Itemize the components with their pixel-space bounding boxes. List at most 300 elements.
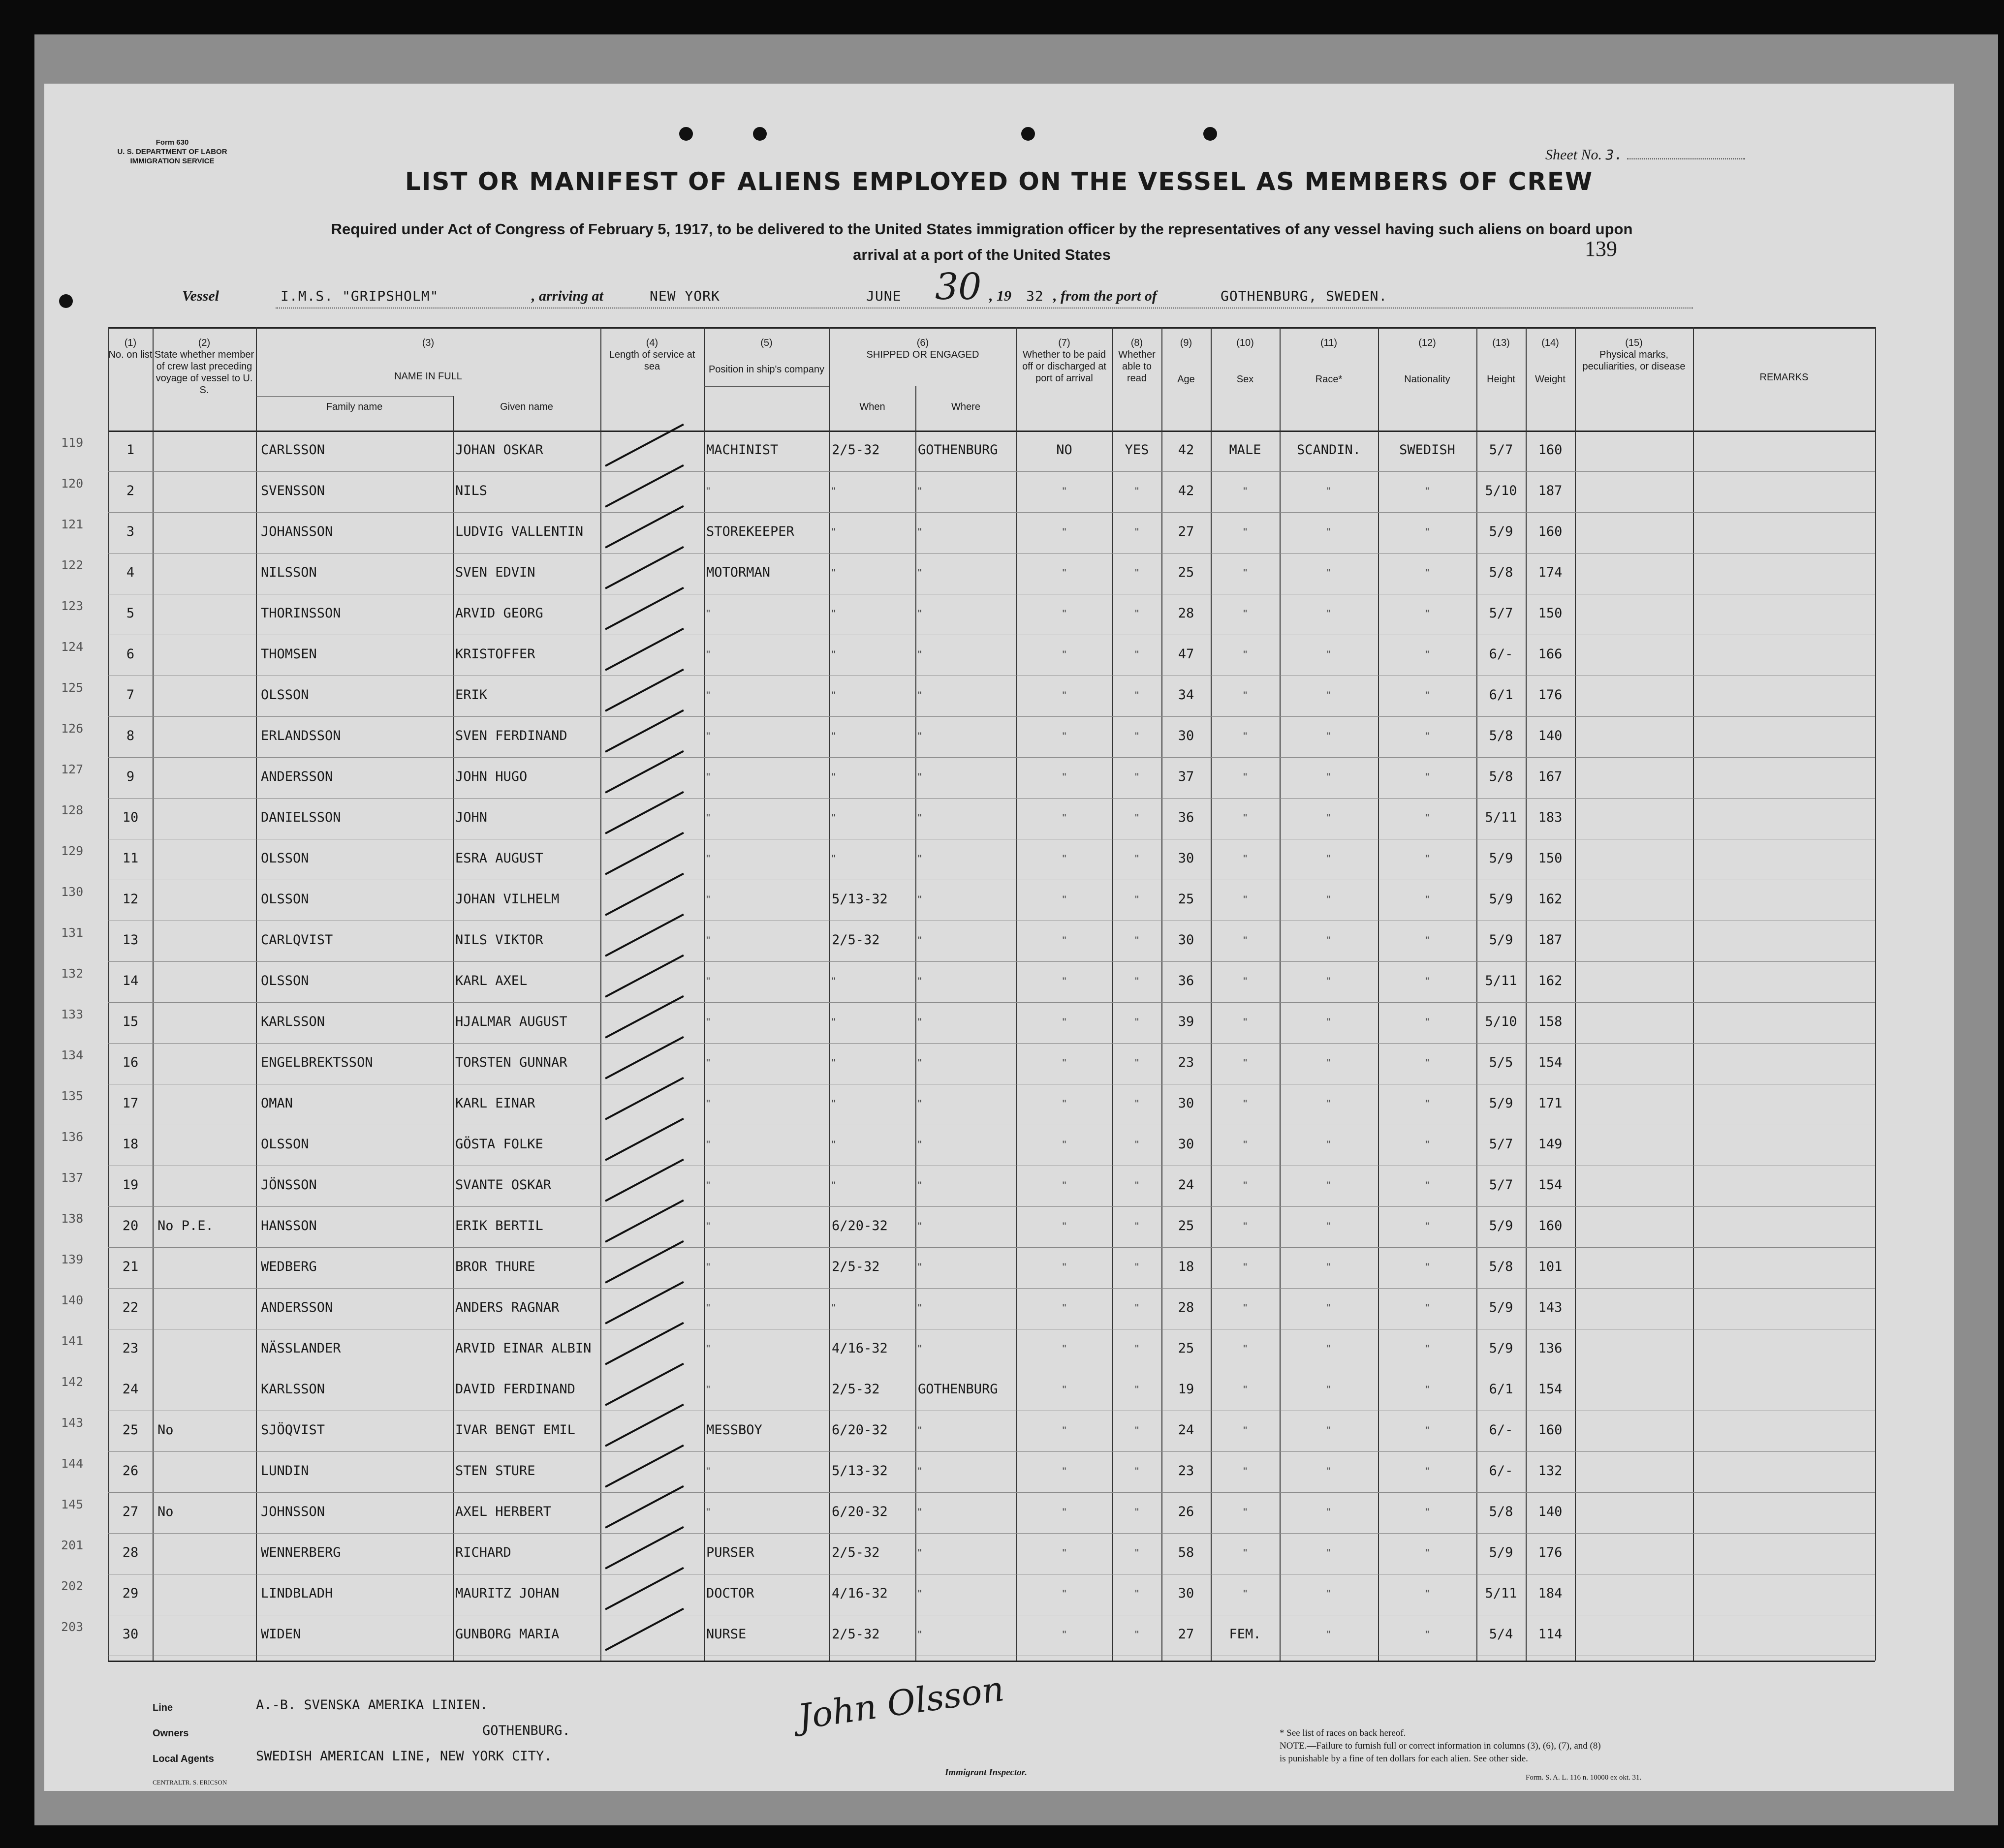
col-read-header: (8) Whether able to read [1118, 338, 1156, 384]
weight: 140 [1538, 728, 1563, 743]
ditto-mark: " [1425, 853, 1429, 865]
family-name: OLSSON [261, 973, 309, 988]
family-name: OLSSON [261, 1137, 309, 1152]
ditto-mark: " [1062, 812, 1066, 824]
given-name: RICHARD [455, 1545, 511, 1560]
margin-number: 138 [61, 1211, 84, 1226]
age: 42 [1178, 442, 1194, 458]
row-number: 12 [122, 892, 139, 907]
family-name: THORINSSON [261, 606, 341, 621]
ditto-mark: " [1062, 1261, 1066, 1273]
row-number: 18 [122, 1137, 139, 1152]
row-number: 20 [122, 1218, 139, 1233]
height: 5/8 [1489, 1259, 1513, 1274]
family-name: ENGELBREKTSSON [261, 1055, 373, 1070]
age: 36 [1178, 810, 1194, 825]
weight: 158 [1538, 1014, 1563, 1029]
ditto-mark: " [1425, 608, 1429, 620]
age: 27 [1178, 1627, 1194, 1642]
given-name: ERIK BERTIL [455, 1218, 543, 1233]
row-number: 8 [126, 728, 135, 743]
service-check-mark [605, 1159, 684, 1202]
ditto-mark: " [1243, 975, 1247, 987]
row-divider [108, 961, 1875, 962]
weight: 154 [1538, 1382, 1563, 1397]
ditto-mark: " [706, 648, 710, 661]
ditto-mark: " [832, 567, 836, 579]
ditto-mark: " [1243, 893, 1247, 906]
ditto-mark: " [1135, 1179, 1139, 1192]
ditto-mark: " [1327, 1465, 1331, 1478]
service-check-mark [605, 505, 684, 549]
service-check-mark [605, 955, 684, 998]
given-name: STEN STURE [455, 1463, 535, 1478]
ditto-mark: " [1425, 526, 1429, 538]
height: 5/5 [1489, 1055, 1513, 1070]
ditto-mark: " [1425, 689, 1429, 702]
row-number: 30 [122, 1627, 139, 1642]
row-divider [108, 1206, 1875, 1207]
margin-number: 144 [61, 1456, 84, 1471]
ditto-mark: " [1327, 975, 1331, 987]
weight: 143 [1538, 1300, 1563, 1315]
row-number: 15 [122, 1014, 139, 1029]
shipped-when: 4/16-32 [832, 1586, 888, 1601]
weight: 183 [1538, 810, 1563, 825]
ditto-mark: " [1135, 526, 1139, 538]
ditto-mark: " [706, 1465, 710, 1478]
shipped-when: 6/20-32 [832, 1504, 888, 1519]
ditto-mark: " [1327, 1220, 1331, 1232]
ditto-mark: " [918, 1057, 922, 1069]
weight: 160 [1538, 1422, 1563, 1438]
age: 30 [1178, 728, 1194, 743]
ditto-mark: " [832, 1302, 836, 1314]
ditto-mark: " [918, 648, 922, 661]
ditto-mark: " [1243, 1261, 1247, 1273]
row-number: 5 [126, 606, 135, 621]
weight: 160 [1538, 442, 1563, 458]
ditto-mark: " [1062, 1506, 1066, 1518]
age: 23 [1178, 1055, 1194, 1070]
ditto-mark: " [1135, 1016, 1139, 1028]
able-to-read: YES [1125, 442, 1149, 458]
department-name: U. S. DEPARTMENT OF LABOR [117, 148, 227, 156]
ditto-mark: " [1327, 526, 1331, 538]
ditto-mark: " [1327, 1098, 1331, 1110]
ditto-mark: " [918, 526, 922, 538]
ditto-mark: " [918, 1343, 922, 1355]
penalty-note-1: NOTE.—Failure to furnish full or correct information in columns (3), (6), (7), and (8) [1280, 1741, 1601, 1751]
service-check-mark [605, 914, 684, 957]
ditto-mark: " [1135, 812, 1139, 824]
ditto-mark: " [1327, 689, 1331, 702]
row-divider [108, 1247, 1875, 1248]
margin-number: 133 [61, 1007, 84, 1021]
ditto-mark: " [918, 608, 922, 620]
row-divider [108, 1043, 1875, 1044]
ditto-mark: " [1327, 730, 1331, 742]
row-number: 17 [122, 1096, 139, 1111]
ditto-mark: " [1425, 1465, 1429, 1478]
weight: 187 [1538, 483, 1563, 498]
ditto-mark: " [1425, 1057, 1429, 1069]
margin-number: 130 [61, 885, 84, 899]
position: PURSER [706, 1545, 754, 1560]
age: 30 [1178, 932, 1194, 948]
punch-hole [679, 127, 693, 141]
weight: 101 [1538, 1259, 1563, 1274]
service-check-mark [605, 1200, 684, 1243]
ditto-mark: " [1425, 1179, 1429, 1192]
punch-hole [753, 127, 767, 141]
ditto-mark: " [1062, 893, 1066, 906]
family-name: OLSSON [261, 892, 309, 907]
height: 5/7 [1489, 1177, 1513, 1193]
ditto-mark: " [706, 689, 710, 702]
shipped-when: 2/5-32 [832, 1382, 880, 1397]
given-name: IVAR BENGT EMIL [455, 1422, 575, 1438]
margin-number: 142 [61, 1375, 84, 1389]
ditto-mark: " [706, 1261, 710, 1273]
ditto-mark: " [918, 1302, 922, 1314]
weight: 160 [1538, 1218, 1563, 1233]
ditto-mark: " [1425, 1629, 1429, 1641]
ditto-mark: " [1425, 1261, 1429, 1273]
ditto-mark: " [706, 1343, 710, 1355]
given-name: KARL EINAR [455, 1096, 535, 1111]
col-paid-off-header: (7) Whether to be paid off or discharged at port of arrival [1022, 338, 1106, 384]
form-identifier [108, 138, 236, 166]
shipped-when: 2/5-32 [832, 1259, 880, 1274]
row-number: 2 [126, 483, 135, 498]
given-name: SVEN EDVIN [455, 565, 535, 580]
ditto-mark: " [832, 1098, 836, 1110]
row-number: 29 [122, 1586, 139, 1601]
ditto-mark: " [1135, 893, 1139, 906]
family-name: OLSSON [261, 687, 309, 703]
ditto-mark: " [1425, 771, 1429, 783]
ditto-mark: " [1243, 526, 1247, 538]
year-suffix: 32 [1026, 288, 1044, 304]
weight: 166 [1538, 647, 1563, 662]
ditto-mark: " [706, 1098, 710, 1110]
service-check-mark [605, 464, 684, 508]
ditto-mark: " [1135, 771, 1139, 783]
ditto-mark: " [706, 1179, 710, 1192]
ditto-mark: " [832, 1179, 836, 1192]
ditto-mark: " [1327, 1629, 1331, 1641]
age: 30 [1178, 1137, 1194, 1152]
weight: 154 [1538, 1055, 1563, 1070]
ditto-mark: " [1135, 608, 1139, 620]
col-sex-header: (10) Sex [1236, 338, 1254, 385]
ditto-mark: " [832, 812, 836, 824]
ditto-mark: " [1135, 1057, 1139, 1069]
sheet-value: 3. [1605, 147, 1624, 163]
given-name: GÖSTA FOLKE [455, 1137, 543, 1152]
ditto-mark: " [1062, 1139, 1066, 1151]
age: 30 [1178, 851, 1194, 866]
row-number: 24 [122, 1382, 139, 1397]
ditto-mark: " [1243, 1588, 1247, 1600]
family-name: LINDBLADH [261, 1586, 333, 1601]
margin-number: 119 [61, 435, 84, 450]
ditto-mark: " [1327, 608, 1331, 620]
ditto-mark: " [1425, 934, 1429, 947]
family-name: SVENSSON [261, 483, 325, 498]
given-name: SVANTE OSKAR [455, 1177, 552, 1193]
ditto-mark: " [1135, 1261, 1139, 1273]
family-name: JOHNSSON [261, 1504, 325, 1519]
ditto-mark: " [1243, 1016, 1247, 1028]
col-race-header: (11) Race* [1315, 338, 1343, 385]
weight: 184 [1538, 1586, 1563, 1601]
height: 5/8 [1489, 565, 1513, 580]
ditto-mark: " [1243, 485, 1247, 497]
weight: 160 [1538, 524, 1563, 539]
shipped-when: 2/5-32 [832, 442, 880, 458]
age: 23 [1178, 1463, 1194, 1478]
service-check-mark [605, 1322, 684, 1365]
ditto-mark: " [832, 608, 836, 620]
crew-table [61, 327, 1875, 1661]
row-number: 28 [122, 1545, 139, 1560]
vessel-name: I.M.S. "GRIPSHOLM" [281, 288, 439, 304]
ditto-mark: " [1425, 730, 1429, 742]
margin-number: 141 [61, 1334, 84, 1348]
position: MESSBOY [706, 1422, 762, 1438]
given-name: ARVID EINAR ALBIN [455, 1341, 592, 1356]
margin-number: 124 [61, 640, 84, 654]
manifest-sheet [44, 84, 1954, 1791]
ditto-mark: " [1062, 1179, 1066, 1192]
owners-label: Owners [153, 1728, 189, 1739]
given-name: TORSTEN GUNNAR [455, 1055, 567, 1070]
height: 5/7 [1489, 606, 1513, 621]
family-name: KARLSSON [261, 1014, 325, 1029]
margin-number: 140 [61, 1293, 84, 1307]
service-check-mark [605, 995, 684, 1039]
height: 5/8 [1489, 769, 1513, 784]
row-divider [108, 1002, 1875, 1003]
given-name: MAURITZ JOHAN [455, 1586, 560, 1601]
ditto-mark: " [1062, 689, 1066, 702]
arrival-day: 30 [935, 266, 982, 308]
ditto-mark: " [918, 812, 922, 824]
form-number: Form 630 [156, 138, 189, 147]
height: 5/11 [1485, 1586, 1517, 1601]
row-divider [108, 1288, 1875, 1289]
service-check-mark [605, 1404, 684, 1447]
sex: MALE [1229, 442, 1261, 458]
manifest-footer [108, 1668, 1875, 1786]
ditto-mark: " [1425, 812, 1429, 824]
height: 6/- [1489, 1463, 1513, 1478]
given-name: ESRA AUGUST [455, 851, 543, 866]
ditto-mark: " [1243, 771, 1247, 783]
margin-number: 123 [61, 599, 84, 613]
ditto-mark: " [1243, 1424, 1247, 1437]
punch-hole [59, 294, 73, 308]
service-check-mark [605, 546, 684, 589]
ditto-mark: " [1425, 567, 1429, 579]
service-check-mark [605, 1118, 684, 1161]
height: 5/10 [1485, 483, 1517, 498]
row-number: 13 [122, 932, 139, 948]
height: 5/8 [1489, 728, 1513, 743]
row-number: 1 [126, 442, 135, 458]
ditto-mark: " [1062, 1302, 1066, 1314]
ditto-mark: " [1135, 975, 1139, 987]
col-given-name-header: Given name [500, 401, 553, 412]
weight: 171 [1538, 1096, 1563, 1111]
ditto-mark: " [1243, 1098, 1247, 1110]
col-position-header: (5) Position in ship's company [708, 338, 825, 375]
prev-voyage: No [157, 1422, 174, 1438]
weight: 174 [1538, 565, 1563, 580]
ditto-mark: " [706, 1384, 710, 1396]
weight: 150 [1538, 851, 1563, 866]
service-check-mark [605, 873, 684, 916]
margin-number: 202 [61, 1579, 84, 1593]
shipped-where: GOTHENBURG [918, 1382, 998, 1397]
from-port: GOTHENBURG, SWEDEN. [1221, 288, 1388, 304]
ditto-mark: " [1135, 853, 1139, 865]
ditto-mark: " [1243, 730, 1247, 742]
given-name: SVEN FERDINAND [455, 728, 567, 743]
col-prev-voyage-header: (2) State whether member of crew last preceding voyage of vessel to U. S. [154, 338, 254, 396]
ditto-mark: " [1327, 1547, 1331, 1559]
ditto-mark: " [706, 485, 710, 497]
ditto-mark: " [706, 1057, 710, 1069]
weight: 167 [1538, 769, 1563, 784]
ditto-mark: " [918, 1179, 922, 1192]
ditto-mark: " [1327, 1016, 1331, 1028]
ditto-mark: " [1425, 1424, 1429, 1437]
family-name: ANDERSSON [261, 1300, 333, 1315]
height: 5/9 [1489, 1545, 1513, 1560]
age: 58 [1178, 1545, 1194, 1560]
age: 27 [1178, 524, 1194, 539]
ditto-mark: " [1425, 1220, 1429, 1232]
family-name: WENNERBERG [261, 1545, 341, 1560]
ditto-mark: " [1135, 1139, 1139, 1151]
height: 5/7 [1489, 1137, 1513, 1152]
given-name: DAVID FERDINAND [455, 1382, 575, 1397]
col-service-header: (4) Length of service at sea [609, 338, 695, 372]
ditto-mark: " [1243, 1465, 1247, 1478]
margin-number: 137 [61, 1170, 84, 1185]
punch-hole [1021, 127, 1035, 141]
service-check-mark [605, 669, 684, 712]
ditto-mark: " [1135, 1424, 1139, 1437]
row-divider [108, 471, 1875, 472]
given-name: BROR THURE [455, 1259, 535, 1274]
weight: 149 [1538, 1137, 1563, 1152]
ditto-mark: " [1135, 1343, 1139, 1355]
given-name: KARL AXEL [455, 973, 528, 988]
family-name: OMAN [261, 1096, 293, 1111]
family-name: THOMSEN [261, 647, 317, 662]
ditto-mark: " [1243, 1547, 1247, 1559]
service-check-mark [605, 709, 684, 753]
margin-number: 126 [61, 721, 84, 736]
ditto-mark: " [1243, 567, 1247, 579]
ditto-mark: " [1062, 1220, 1066, 1232]
sheet-label: Sheet No. [1545, 147, 1602, 163]
margin-number: 122 [61, 558, 84, 572]
ditto-mark: " [1062, 1057, 1066, 1069]
height: 5/9 [1489, 851, 1513, 866]
col-no-header: (1) No. on list [108, 338, 153, 360]
height: 5/9 [1489, 932, 1513, 948]
ditto-mark: " [1135, 1384, 1139, 1396]
ditto-mark: " [706, 771, 710, 783]
given-name: KRISTOFFER [455, 647, 535, 662]
ditto-mark: " [918, 730, 922, 742]
family-name: LUNDIN [261, 1463, 309, 1478]
margin-number: 134 [61, 1048, 84, 1062]
ditto-mark: " [1062, 853, 1066, 865]
ditto-mark: " [1062, 1098, 1066, 1110]
prev-voyage: No P.E. [157, 1218, 214, 1233]
form-reference: Form. S. A. L. 116 n. 10000 ex okt. 31. [1526, 1774, 1642, 1782]
ditto-mark: " [1062, 648, 1066, 661]
punch-hole [1203, 127, 1217, 141]
ditto-mark: " [1135, 1588, 1139, 1600]
row-number: 3 [126, 524, 135, 539]
ditto-mark: " [1327, 1506, 1331, 1518]
margin-number: 132 [61, 966, 84, 981]
position: MOTORMAN [706, 565, 771, 580]
ditto-mark: " [706, 853, 710, 865]
ditto-mark: " [706, 1302, 710, 1314]
ditto-mark: " [918, 689, 922, 702]
given-name: NILS [455, 483, 488, 498]
ditto-mark: " [1327, 1384, 1331, 1396]
col-family-name-header: Family name [326, 401, 383, 412]
family-name: NÄSSLANDER [261, 1341, 341, 1356]
ditto-mark: " [832, 689, 836, 702]
service-check-mark [605, 1608, 684, 1651]
family-name: OLSSON [261, 851, 309, 866]
service-check-mark [605, 1281, 684, 1324]
age: 28 [1178, 1300, 1194, 1315]
ditto-mark: " [1425, 975, 1429, 987]
height: 5/11 [1485, 973, 1517, 988]
height: 6/- [1489, 1422, 1513, 1438]
family-name: WIDEN [261, 1627, 301, 1642]
family-name: ERLANDSSON [261, 728, 341, 743]
ditto-mark: " [918, 1424, 922, 1437]
ditto-mark: " [1062, 1384, 1066, 1396]
ditto-mark: " [918, 1098, 922, 1110]
height: 5/7 [1489, 442, 1513, 458]
height: 6/- [1489, 647, 1513, 662]
family-name: CARLSSON [261, 442, 325, 458]
races-note: * See list of races on back hereof. [1280, 1728, 1406, 1738]
weight: 162 [1538, 892, 1563, 907]
ditto-mark: " [706, 812, 710, 824]
row-number: 25 [122, 1422, 139, 1438]
ditto-mark: " [1135, 567, 1139, 579]
shipped-when: 5/13-32 [832, 892, 888, 907]
ditto-mark: " [832, 730, 836, 742]
family-name: SJÖQVIST [261, 1422, 325, 1438]
height: 5/8 [1489, 1504, 1513, 1519]
ditto-mark: " [1062, 1465, 1066, 1478]
